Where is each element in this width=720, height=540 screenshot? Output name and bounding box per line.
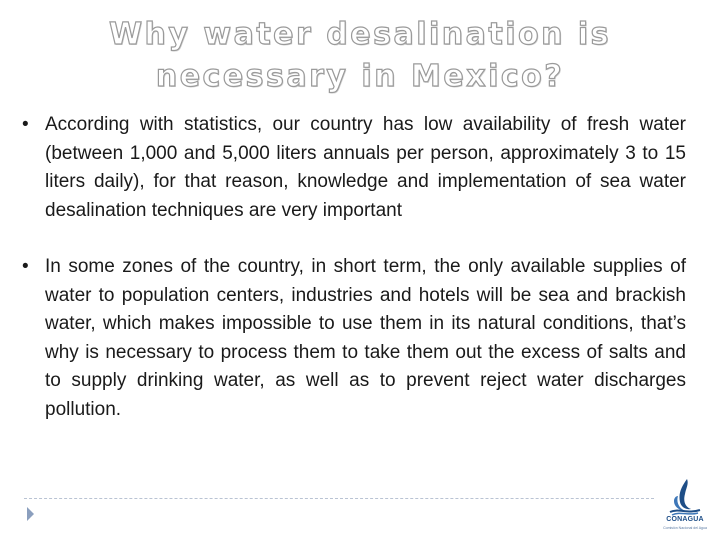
bullet-list — [22, 111, 686, 424]
footer-divider — [24, 498, 654, 499]
logo-subtext: Comisión Nacional del Agua — [663, 526, 707, 530]
bullet-marker: • — [22, 256, 29, 277]
bullet-item — [22, 111, 686, 225]
conagua-logo — [658, 476, 712, 536]
slide-title: Why water desalination is necessary in Mexico? — [108, 17, 612, 94]
bullet-marker: • — [22, 114, 29, 135]
triangle-right-icon[interactable] — [27, 507, 34, 521]
wave-drop-icon — [658, 476, 712, 516]
bullet-text: According with statistics, our country has low availability of fresh water (between 1,000 and 5,000 liters annuals per person, approximately 3 to 15 liters daily), for that reason, knowledge and implementation of sea water desalination techniques are very important — [45, 114, 686, 221]
logo-text: CONAGUA — [666, 516, 704, 523]
bullet-text: In some zones of the country, in short term, the only available supplies of water to population centers, industries and hotels will be sea and brackish water, which makes impossible to use them in its natural conditions, that’s why is necessary to process them to take them out the excess of salts and to supply drinking water, as well as to prevent reject water discharges pollution. — [45, 256, 686, 420]
bullet-item — [22, 253, 686, 424]
